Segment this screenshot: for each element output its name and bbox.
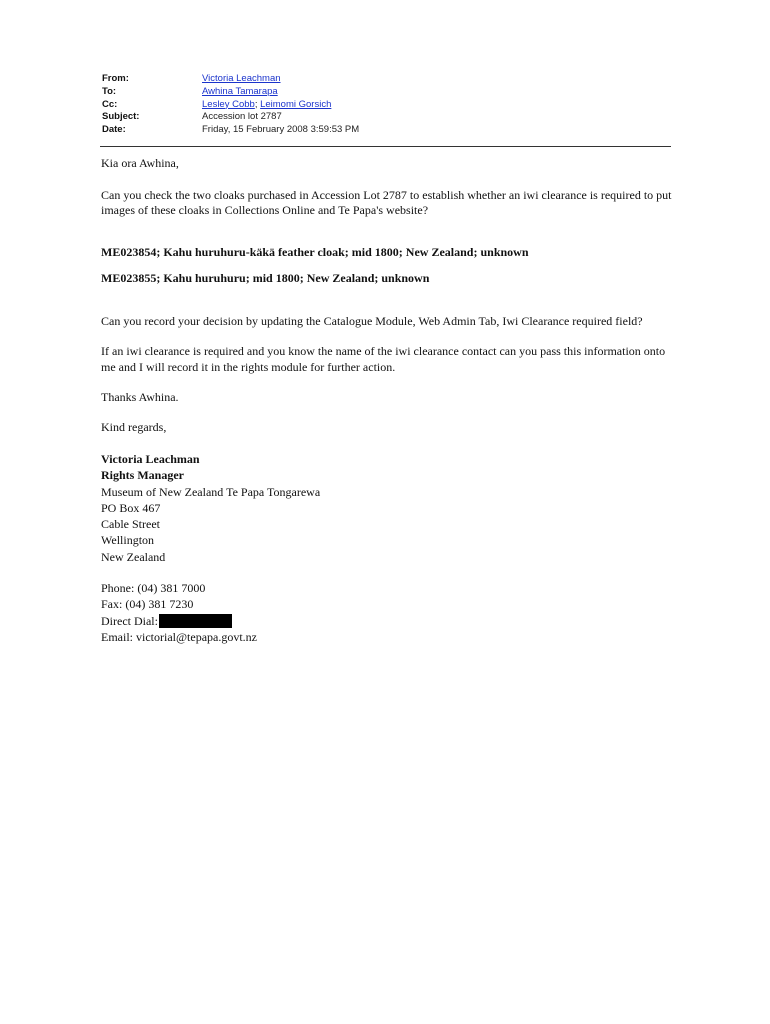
cloak-item-1: ME023854; Kahu huruhuru-käkä feather cloak; mid 1800; New Zealand; unknown [101,244,529,259]
contact-block [101,580,676,645]
date-value: Friday, 15 February 2008 3:59:53 PM [202,124,360,136]
date-label: Date: [102,124,126,136]
phone-line: Phone: (04) 381 7000 [101,581,206,596]
header-divider [100,146,671,147]
signature-name: Victoria Leachman [101,452,200,466]
cc-label: Cc: [102,98,118,110]
greeting: Kia ora Awhina, [101,156,179,170]
email-body [101,156,676,645]
from-row [102,73,671,86]
cc-link-1[interactable]: Lesley Cobb [202,98,255,110]
to-link[interactable]: Awhina Tamarapa [202,85,278,97]
signature-country: New Zealand [101,549,166,564]
cc-row [102,99,671,112]
email-header [102,73,671,137]
direct-dial-line [101,613,676,629]
signature-title: Rights Manager [101,468,184,483]
to-label: To: [102,85,117,97]
closing-line: Kind regards, [101,419,167,434]
from-link[interactable]: Victoria Leachman [202,73,281,84]
paragraph-request: Can you check the two cloaks purchased in Accession Lot 2787 to establish whether an iwi clearance is required to put images of these cloaks in Collections Online and Te Papa's website? [101,187,672,217]
cc-separator: ; [254,98,258,110]
cc-link-2[interactable]: Leimomi Gorsich [260,98,332,110]
signature-po-box: PO Box 467 [101,500,161,515]
paragraph-clearance-contact: If an iwi clearance is required and you know the name of the iwi clearance contact can you pass this information onto me and I will record it in the rights module for further action. [101,344,666,374]
redaction-box [159,614,232,628]
direct-dial-label: Direct Dial: [101,613,158,628]
fax-line: Fax: (04) 381 7230 [101,597,194,612]
subject-label: Subject: [102,111,140,123]
email-line: Email: victorial@tepapa.govt.nz [101,629,257,644]
subject-value: Accession lot 2787 [202,111,282,123]
signature-org: Museum of New Zealand Te Papa Tongarewa [101,484,321,499]
subject-row [102,111,671,124]
signature-street: Cable Street [101,517,160,532]
paragraph-record-decision: Can you record your decision by updating the Catalogue Module, Web Admin Tab, Iwi Clearance required field? [101,313,643,328]
signature-city: Wellington [101,533,155,548]
thanks-line: Thanks Awhina. [101,390,179,404]
signature-block [101,451,676,565]
from-label: From: [102,73,129,84]
cloak-item-2: ME023855; Kahu huruhuru; mid 1800; New Zealand; unknown [101,271,430,285]
date-row [102,124,671,137]
to-row [102,86,671,99]
